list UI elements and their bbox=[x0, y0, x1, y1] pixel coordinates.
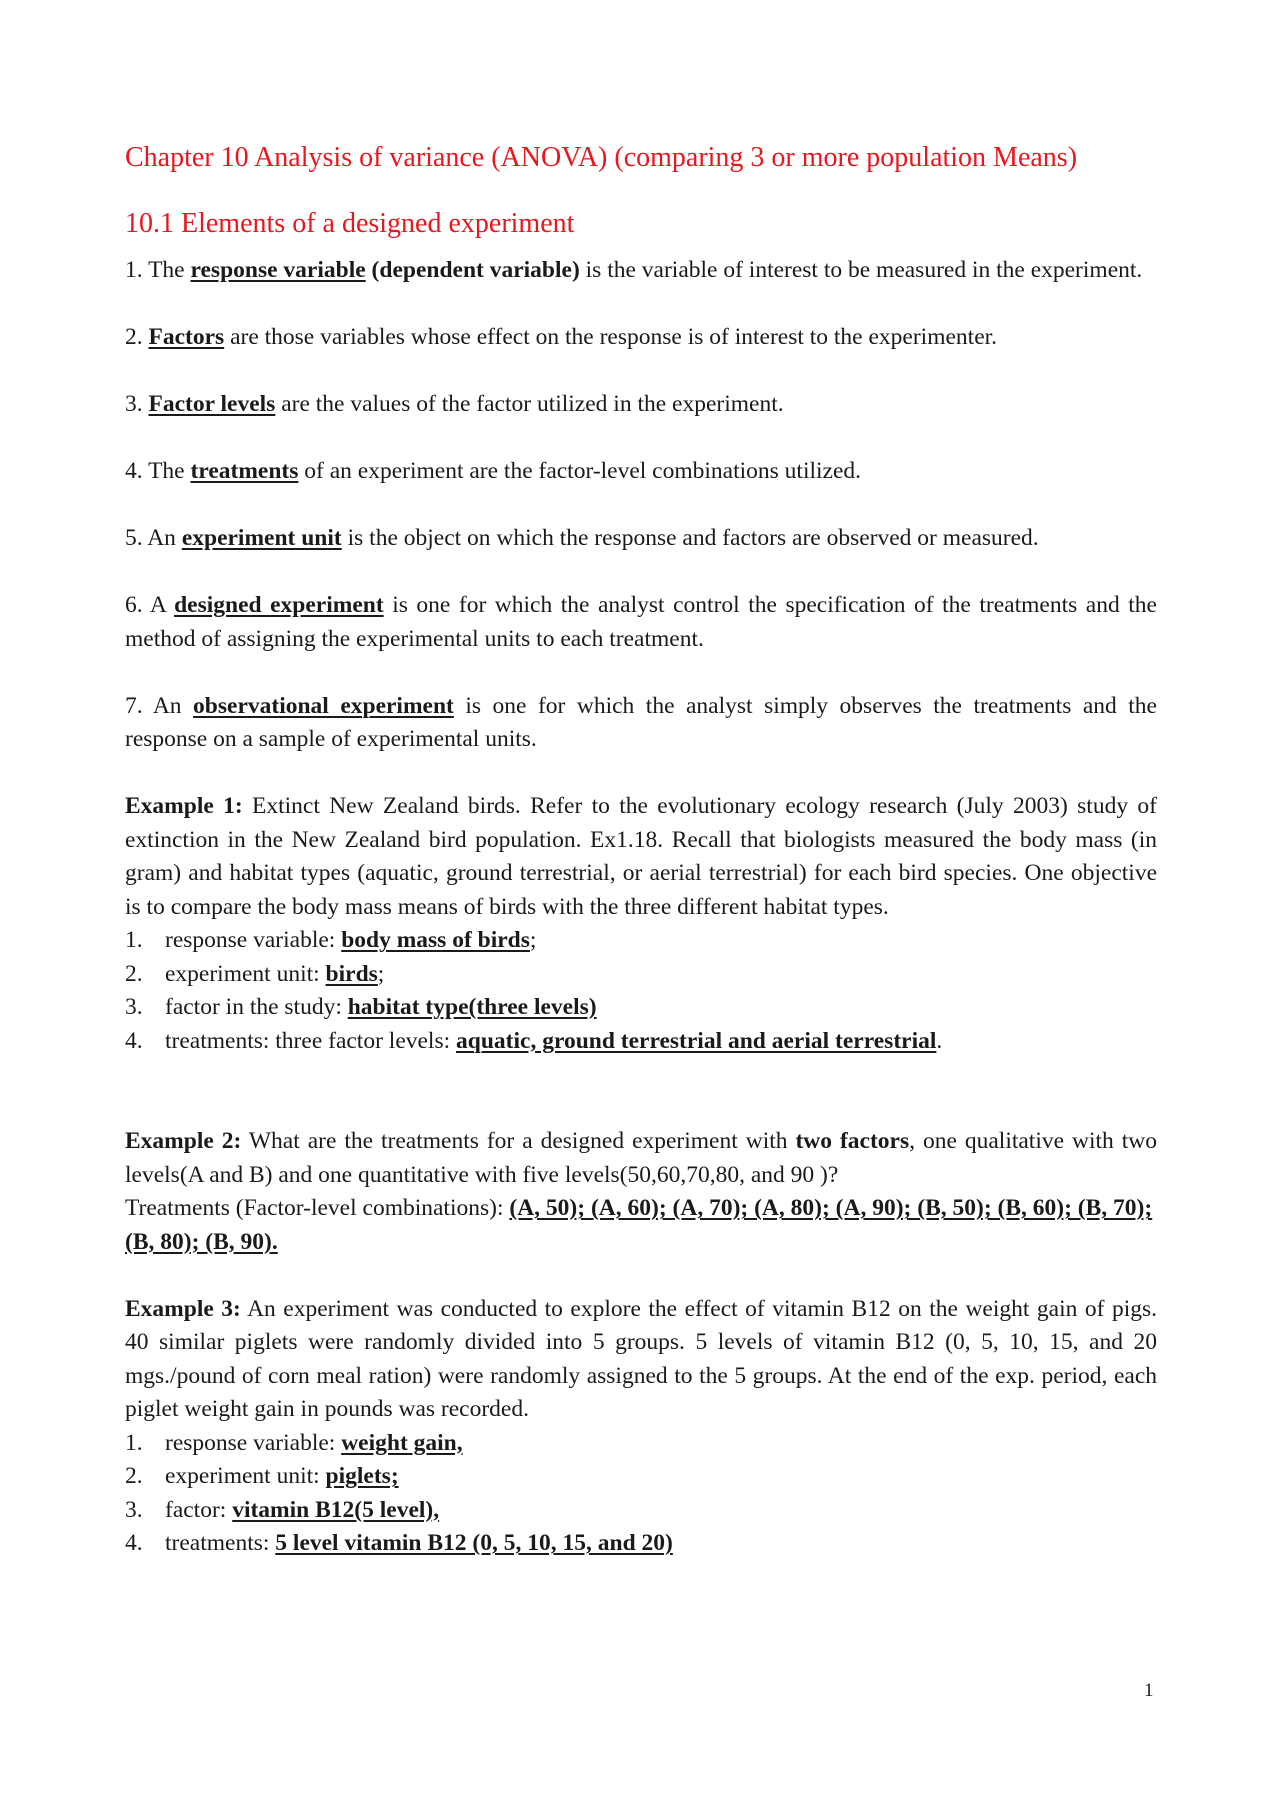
example-1 bbox=[125, 790, 1157, 1058]
example-text: Extinct New Zealand birds. Refer to the evolutionary ecology research (July 2003) study of extinction in the New Zealand bird population. Ex1.18. Recall that biologists measured the body mass (in gram) and habitat types (aquatic, ground terrestrial, or aerial terrestrial) for each bird species. One objective is to compare the body mass means of birds with the three different habitat types. bbox=[125, 793, 1157, 920]
list-number: 3. bbox=[125, 1496, 143, 1523]
definition-text: is one for which the analyst simply observes the treatments and the response on a sample of experimental units. bbox=[125, 692, 1157, 752]
list-item-label: factor in the study: bbox=[165, 994, 348, 1020]
list-item bbox=[125, 1494, 1157, 1528]
definition-term: designed experiment bbox=[174, 592, 384, 618]
list-item bbox=[125, 924, 1157, 958]
example-3-intro bbox=[125, 1293, 1157, 1427]
example-text: What are the treatments for a designed experiment with bbox=[241, 1128, 796, 1154]
list-item-answer: weight gain, bbox=[341, 1429, 463, 1456]
definition-text: is one for which the analyst control the specification of the treatments and the method of assigning the experimental units to each treatment. bbox=[125, 592, 1157, 652]
list-item-label: experiment unit: bbox=[165, 960, 326, 987]
example-label: Example 2: bbox=[125, 1128, 242, 1154]
definition-text: are those variables whose effect on the response is of interest to the experimenter. bbox=[224, 324, 998, 350]
list-item-answer: habitat type(three levels) bbox=[347, 994, 597, 1020]
list-item-label: treatments: bbox=[165, 1530, 276, 1556]
list-item-label: experiment unit: bbox=[165, 1463, 326, 1489]
definition-text: is the variable of interest to be measured in the experiment. bbox=[579, 257, 1143, 283]
list-number: 4. bbox=[125, 1027, 143, 1054]
list-item bbox=[125, 958, 1157, 992]
example-3-list bbox=[125, 1427, 1157, 1561]
treatments-label: Treatments (Factor-level combinations): bbox=[125, 1195, 510, 1221]
definition-term: treatments bbox=[190, 458, 299, 484]
section-title: 10.1 Elements of a designed experiment bbox=[125, 208, 575, 239]
definition-prefix: 2. bbox=[125, 324, 149, 350]
definition-term: experiment unit bbox=[181, 525, 342, 551]
list-item-suffix: . bbox=[936, 1027, 943, 1054]
definition-1 bbox=[125, 254, 1157, 288]
list-number: 2. bbox=[125, 960, 143, 987]
example-label: Example 1: bbox=[125, 793, 243, 819]
list-item bbox=[125, 1527, 1157, 1561]
definition-term: Factor levels bbox=[148, 391, 276, 417]
treatments-list: (A, 50); (A, 60); (A, 70); (A, 80); (A, 90); (B, 50); (B, 60); (B, 70); (B, 80); (B, 90). bbox=[125, 1195, 1153, 1255]
list-number: 3. bbox=[125, 994, 143, 1020]
list-item-answer: birds bbox=[325, 960, 378, 987]
definition-prefix: 7. An bbox=[125, 692, 194, 719]
list-item bbox=[125, 1460, 1157, 1494]
definition-text: of an experiment are the factor-level combinations utilized. bbox=[298, 458, 862, 484]
definition-prefix: 6. A bbox=[125, 592, 175, 618]
definition-prefix: 4. The bbox=[125, 458, 191, 484]
chapter-title: Chapter 10 Analysis of variance (ANOVA) (comparing 3 or more population Means) bbox=[125, 142, 1078, 173]
page-number: 1 bbox=[1144, 1680, 1154, 1701]
definition-term: observational experiment bbox=[193, 692, 454, 719]
example-emphasis: two factors bbox=[795, 1128, 910, 1154]
list-item-label: response variable: bbox=[165, 927, 342, 953]
definition-text: is the object on which the response and factors are observed or measured. bbox=[341, 525, 1039, 551]
example-1-list bbox=[125, 924, 1157, 1058]
definition-term: response variable bbox=[190, 257, 366, 283]
list-item-answer: body mass of birds bbox=[341, 927, 530, 953]
list-number: 2. bbox=[125, 1463, 143, 1489]
definition-prefix: 1. The bbox=[125, 257, 191, 283]
list-item bbox=[125, 1025, 1157, 1059]
definition-prefix: 5. An bbox=[125, 525, 182, 551]
definition-prefix: 3. bbox=[125, 391, 149, 417]
list-item-answer: 5 level vitamin B12 (0, 5, 10, 15, and 20) bbox=[275, 1530, 673, 1556]
example-text: An experiment was conducted to explore the effect of vitamin B12 on the weight gain of pigs. 40 similar piglets were randomly divided into 5 groups. 5 levels of vitamin B12 (0, 5, 10, 15, and 20 mgs./pound of corn meal ration) were randomly assigned to the 5 groups. At the end of the exp. period, each piglet weight gain in pounds was recorded. bbox=[125, 1295, 1158, 1422]
list-item-answer: piglets; bbox=[325, 1463, 399, 1489]
example-1-intro bbox=[125, 790, 1157, 924]
list-number: 1. bbox=[125, 1429, 143, 1456]
list-item-label: treatments: three factor levels: bbox=[165, 1027, 457, 1054]
list-item-suffix: ; bbox=[377, 960, 385, 987]
example-2-treatments bbox=[125, 1192, 1157, 1259]
document-page bbox=[125, 140, 1157, 1561]
definition-5 bbox=[125, 522, 1157, 556]
definition-4 bbox=[125, 455, 1157, 489]
example-label: Example 3: bbox=[125, 1295, 241, 1322]
example-3 bbox=[125, 1293, 1157, 1561]
list-item-suffix: ; bbox=[529, 927, 537, 953]
definition-6 bbox=[125, 589, 1157, 656]
example-2-intro bbox=[125, 1125, 1157, 1192]
list-item bbox=[125, 1427, 1157, 1461]
definition-3 bbox=[125, 388, 1157, 422]
example-text: , one qualitative with two levels(A and B) and one quantitative with five levels(50,60,70,80, and 90 )? bbox=[125, 1128, 1157, 1188]
list-item-answer: aquatic, ground terrestrial and aerial terrestrial bbox=[456, 1027, 937, 1054]
list-item-label: response variable: bbox=[165, 1429, 342, 1456]
definition-term: Factors bbox=[148, 324, 225, 350]
list-number: 1. bbox=[125, 927, 143, 953]
definition-7 bbox=[125, 690, 1157, 757]
list-item bbox=[125, 991, 1157, 1025]
definition-term-note: (dependent variable) bbox=[365, 257, 580, 283]
definition-text: are the values of the factor utilized in the experiment. bbox=[275, 391, 784, 417]
list-number: 4. bbox=[125, 1530, 143, 1556]
list-item-answer: vitamin B12(5 level), bbox=[232, 1496, 440, 1523]
list-item-label: factor: bbox=[165, 1496, 233, 1523]
definition-2 bbox=[125, 321, 1157, 355]
example-2 bbox=[125, 1125, 1157, 1259]
